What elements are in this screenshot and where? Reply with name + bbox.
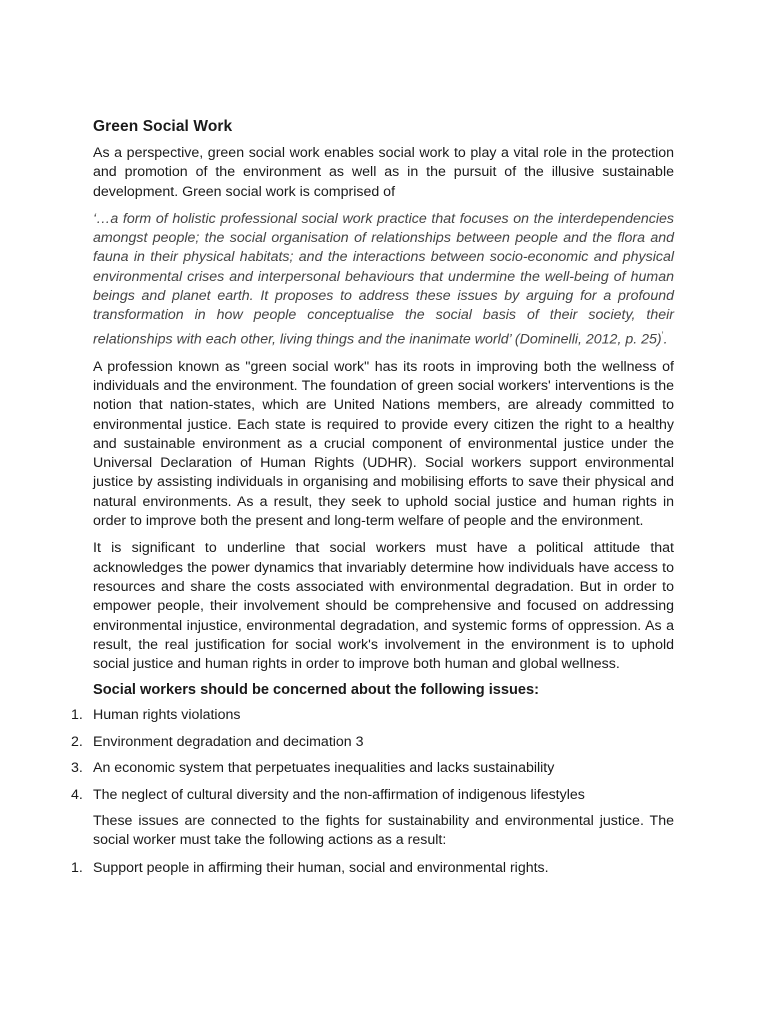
quote-mark: ’ (661, 329, 664, 340)
paragraph-2: A profession known as "green social work" has its roots in improving both the wellness of individuals and the environment. The foundation of green social workers' interventions is the notion that nation-states, which are United Nations members, are already committed to environmental justice. Each state is required to provide every citizen the right to a healthy and sustainable environment as a crucial component of environmental justice under the Universal Declaration of Human Rights (UDHR). Social workers support environmental justice by assisting individuals in organising and mobilising efforts to save their physical and natural environments. As a result, they seek to uphold social justice and human rights in order to improve both the present and long-term welfare of people and the environment. (93, 358, 674, 530)
list-item (71, 733, 674, 752)
issues-list (71, 706, 674, 804)
issues-heading: Social workers should be concerned about the following issues: (93, 682, 540, 699)
intro-paragraph: As a perspective, green social work enables social work to play a vital role in the protection and promotion of the environment as well as in the pursuit of the illusive sustainable development. Green social work is comprised of (93, 145, 674, 200)
list-text: Support people in affirming their human, social and environmental rights. (93, 859, 549, 876)
list-item (71, 759, 674, 778)
block-quote (93, 210, 674, 350)
quote-end: . (663, 331, 668, 348)
paragraph-4: These issues are connected to the fights for sustainability and environmental justice. The social worker must take the following actions as a result: (93, 813, 674, 849)
paragraph-3: It is significant to underline that social workers must have a political attitude that acknowledges the power dynamics that invariably determine how individuals have access to resources and share the costs associated with environmental degradation. But in order to empower people, their involvement should be comprehensive and focused on addressing environmental injustice, environmental degradation, and systemic forms of oppression. As a result, the real justification for social work's involvement in the environment is to uphold social justice and human rights in order to improve both human and global wellness. (93, 540, 674, 673)
list-text: The neglect of cultural diversity and the non-affirmation of indigenous lifestyles (93, 786, 585, 803)
list-number: 2. (71, 733, 83, 750)
list-item (71, 706, 674, 725)
list-text: Human rights violations (93, 707, 241, 724)
list-number: 3. (71, 760, 83, 777)
list-number: 1. (71, 707, 83, 724)
document-title: Green Social Work (93, 118, 233, 135)
list-item (71, 859, 674, 878)
actions-list (71, 859, 674, 878)
list-text: Environment degradation and decimation 3 (93, 733, 364, 750)
list-number: 4. (71, 786, 83, 803)
quote-text: ‘…a form of holistic professional social work practice that focuses on the interdependencies amongst people; the social organisation of relationships between people and the flora and fauna in their physical habitats; and the interactions between socio-economic and physical environmental crises and interpersonal behaviours that undermine the well-being of human beings and planet earth. It proposes to address these issues by arguing for a profound transformation in how people conceptualise the social basis of their society, their relationships with each other, living things and the inanimate world’ (Dominelli, 2012, p. 25) (93, 210, 674, 348)
list-number: 1. (71, 859, 83, 876)
list-item (71, 786, 674, 805)
list-text: An economic system that perpetuates inequalities and lacks sustainability (93, 760, 555, 777)
